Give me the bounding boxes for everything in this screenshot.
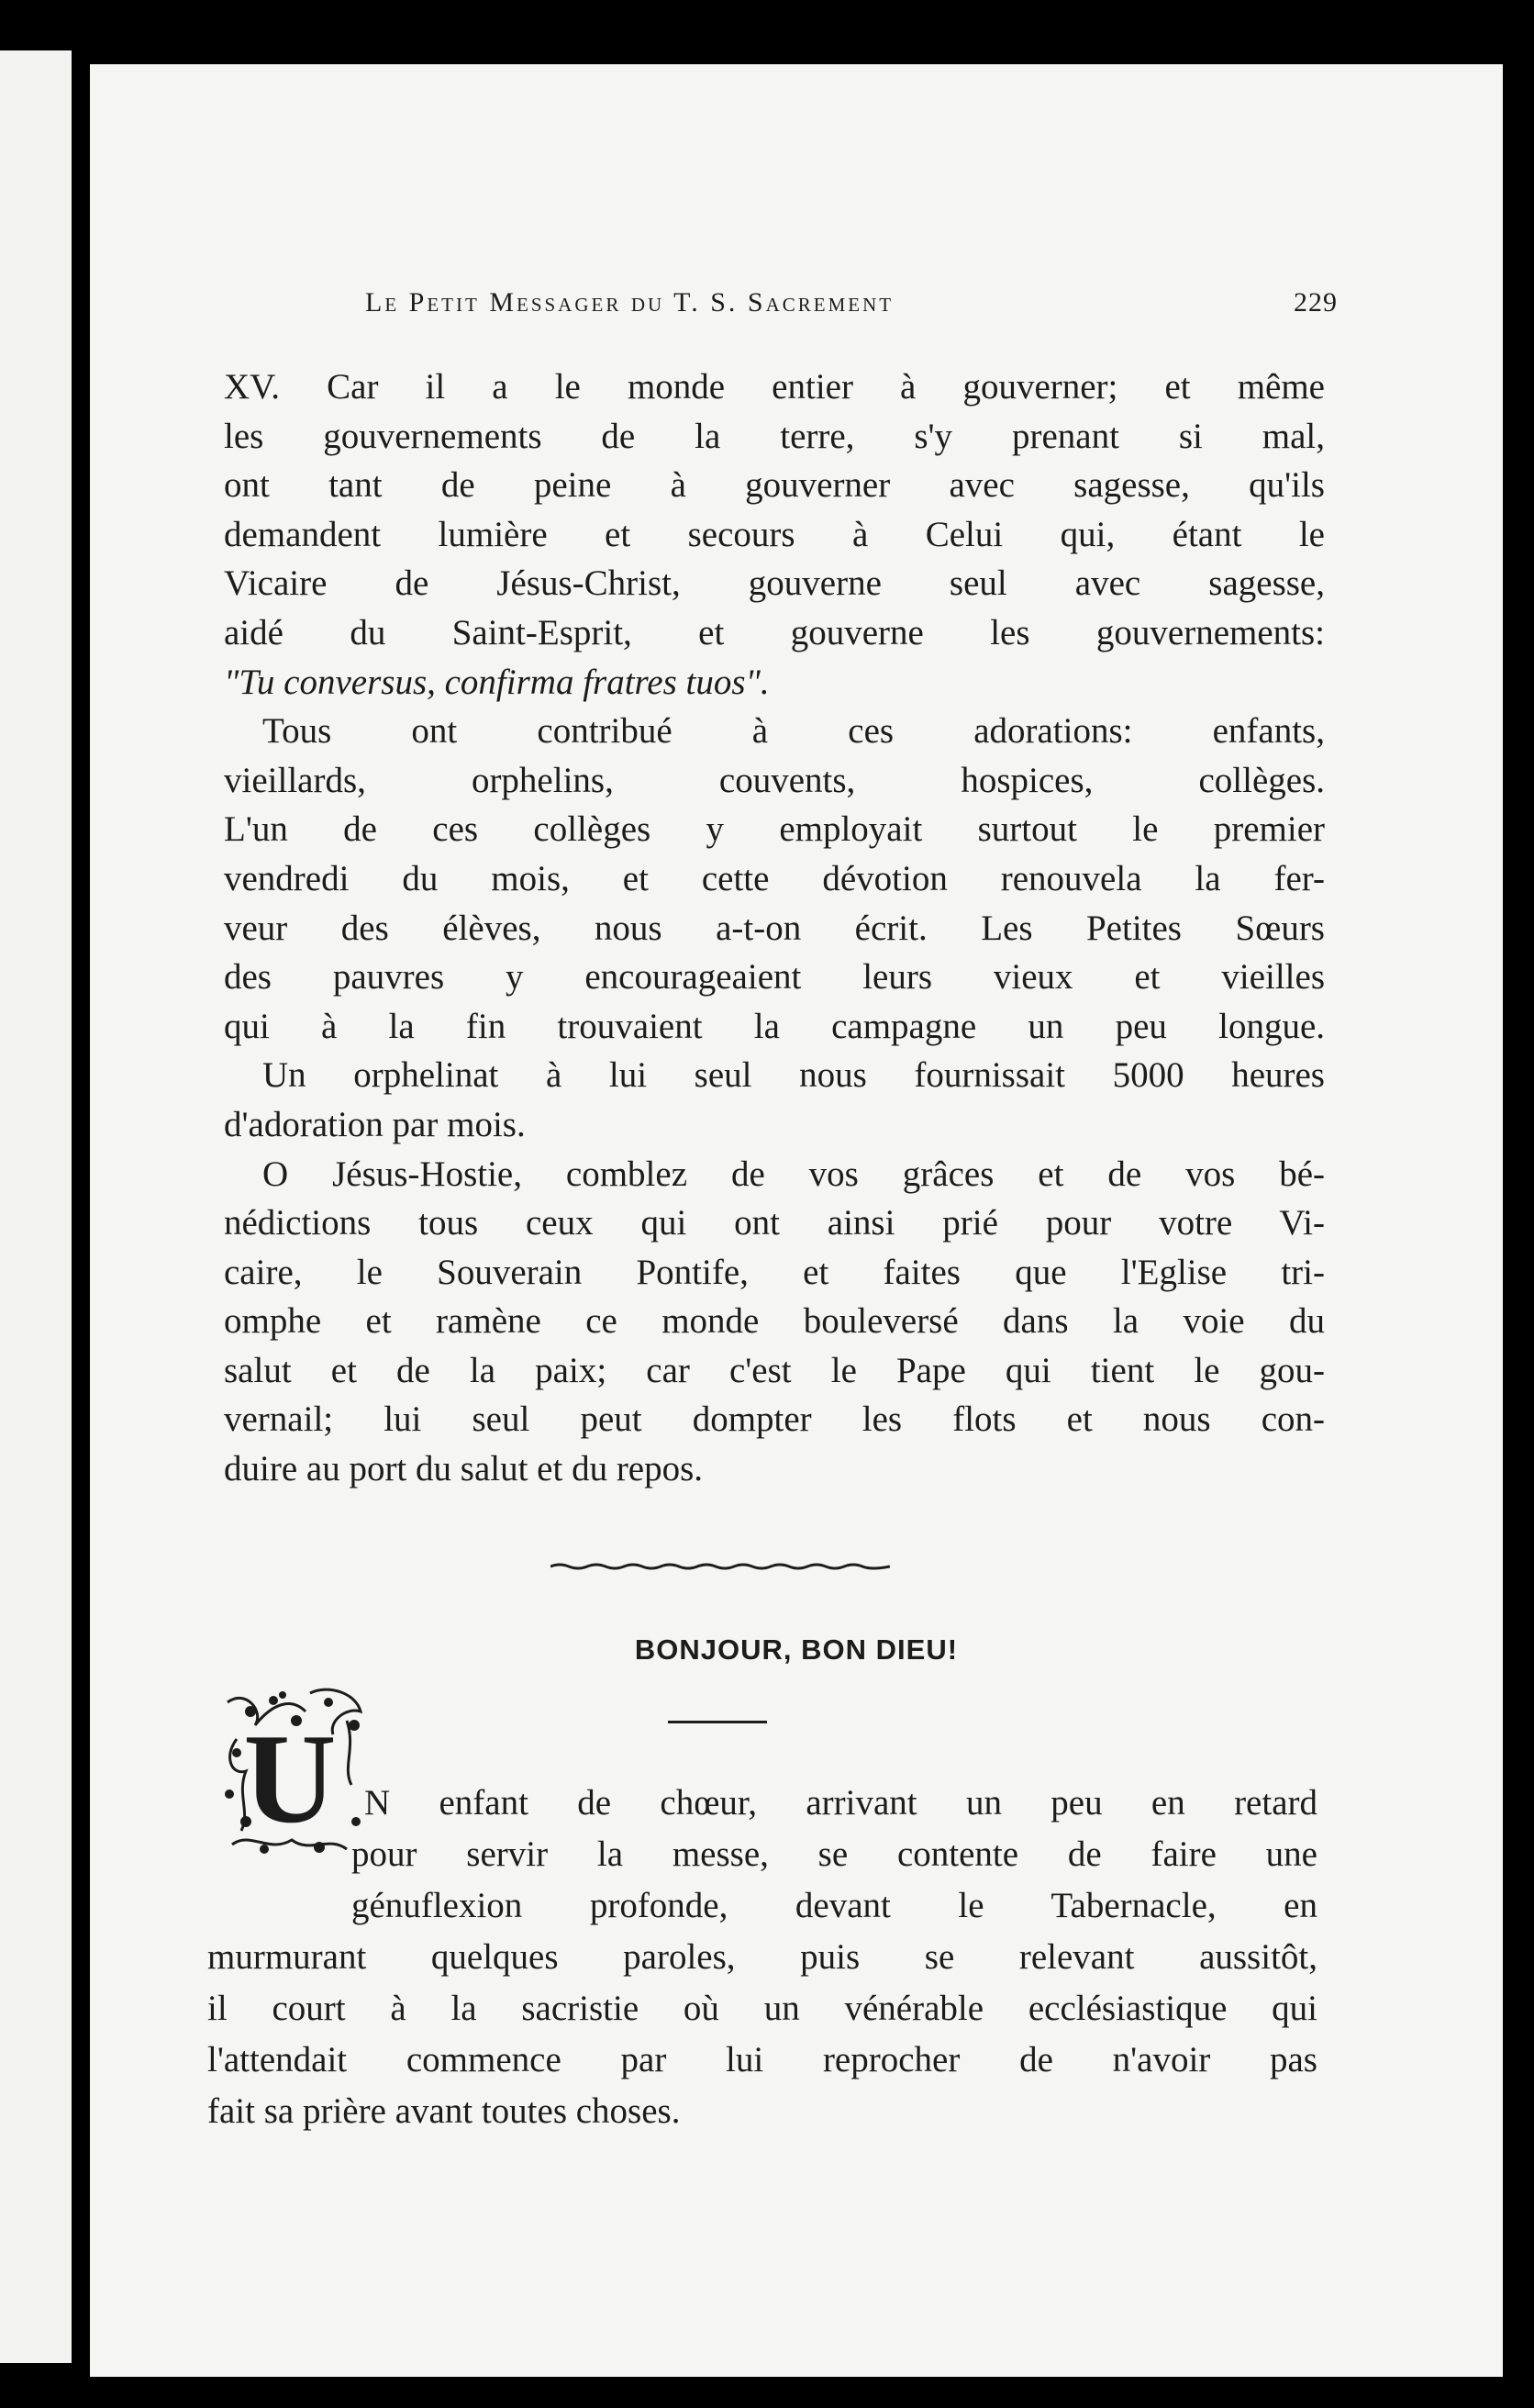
text-line: demandent lumière et secours à Celui qui, étant le bbox=[224, 514, 1325, 554]
text-line: Un orphelinat à lui seul nous fournissait 5000 heures bbox=[262, 1055, 1325, 1096]
text-line: d'adoration par mois. bbox=[224, 1104, 526, 1144]
text-line: caire, le Souverain Pontife, et faites que l'Eglise tri- bbox=[224, 1252, 1325, 1292]
paragraph-2 bbox=[224, 707, 1325, 1051]
title-underline bbox=[668, 1721, 767, 1723]
ornamental-divider bbox=[550, 1561, 890, 1572]
text-line: vendredi du mois, et cette dévotion renouvela la fer- bbox=[224, 858, 1325, 898]
text-line: N enfant de chœur, arrivant un peu en retard bbox=[364, 1783, 1317, 1823]
text-line: L'un de ces collèges y employait surtout le premier bbox=[224, 809, 1325, 850]
text-line: génuflexion profonde, devant le Tabernacle, en bbox=[351, 1886, 1317, 1925]
text-line: aidé du Saint-Esprit, et gouverne les gouvernements: bbox=[224, 612, 1325, 652]
text-line: murmurant quelques paroles, puis se relevant aussitôt, bbox=[207, 1937, 1317, 1977]
text-line: vieillards, orphelins, couvents, hospices, collèges. bbox=[224, 760, 1325, 800]
text-line: omphe et ramène ce monde bouleversé dans la voie du bbox=[224, 1301, 1325, 1342]
dropcap-letter: U bbox=[243, 1708, 337, 1850]
text-line: Tous ont contribué à ces adorations: enfants, bbox=[262, 711, 1325, 752]
main-text bbox=[224, 362, 1325, 1494]
text-line: duire au port du salut et du repos. bbox=[224, 1449, 704, 1489]
text-line: pour servir la messe, se contente de faire une bbox=[351, 1834, 1317, 1874]
paragraph-3 bbox=[224, 1051, 1325, 1149]
text-line: les gouvernements de la terre, s'y prenant si mal, bbox=[224, 416, 1325, 456]
text-line: il court à la sacristie où un vénérable ecclésiastique qui bbox=[207, 1989, 1317, 2028]
text-line: nédictions tous ceux qui ont ainsi prié pour votre Vi- bbox=[224, 1203, 1325, 1243]
text-line: ont tant de peine à gouverner avec sagesse, qu'ils bbox=[224, 465, 1325, 506]
book-page bbox=[90, 64, 1503, 2377]
text-line: fait sa prière avant toutes choses. bbox=[207, 2091, 681, 2131]
text-line: qui à la fin trouvaient la campagne un peu longue. bbox=[224, 1006, 1325, 1046]
text-line: salut et de la paix; car c'est le Pape qui tient le gou- bbox=[224, 1350, 1325, 1390]
text-line: l'attendait commence par lui reprocher de n'avoir pas bbox=[207, 2040, 1317, 2079]
facing-page-edge bbox=[0, 50, 72, 2363]
text-line: veur des élèves, nous a-t-on écrit. Les Petites Sœurs bbox=[224, 908, 1325, 948]
running-header bbox=[365, 287, 1338, 318]
paragraph-1 bbox=[224, 362, 1325, 707]
text-line: vernail; lui seul peut dompter les flots et nous con- bbox=[224, 1399, 1325, 1440]
page-number: 229 bbox=[1294, 287, 1338, 318]
paragraph-4 bbox=[224, 1150, 1325, 1494]
story-text bbox=[207, 1778, 1317, 2137]
running-title: Le Petit Messager du T. S. Sacrement bbox=[365, 287, 895, 318]
text-line: des pauvres y encourageaient leurs vieux et vieilles bbox=[224, 957, 1325, 998]
text-line: O Jésus-Hostie, comblez de vos grâces et de vos bé- bbox=[262, 1154, 1325, 1194]
text-line: XV. Car il a le monde entier à gouverner; et même bbox=[224, 367, 1325, 407]
text-line: Vicaire de Jésus-Christ, gouverne seul avec sagesse, bbox=[224, 563, 1325, 604]
latin-quote: "Tu conversus, confirma fratres tuos". bbox=[224, 662, 770, 702]
section-title: BONJOUR, BON DIEU! bbox=[634, 1633, 959, 1666]
